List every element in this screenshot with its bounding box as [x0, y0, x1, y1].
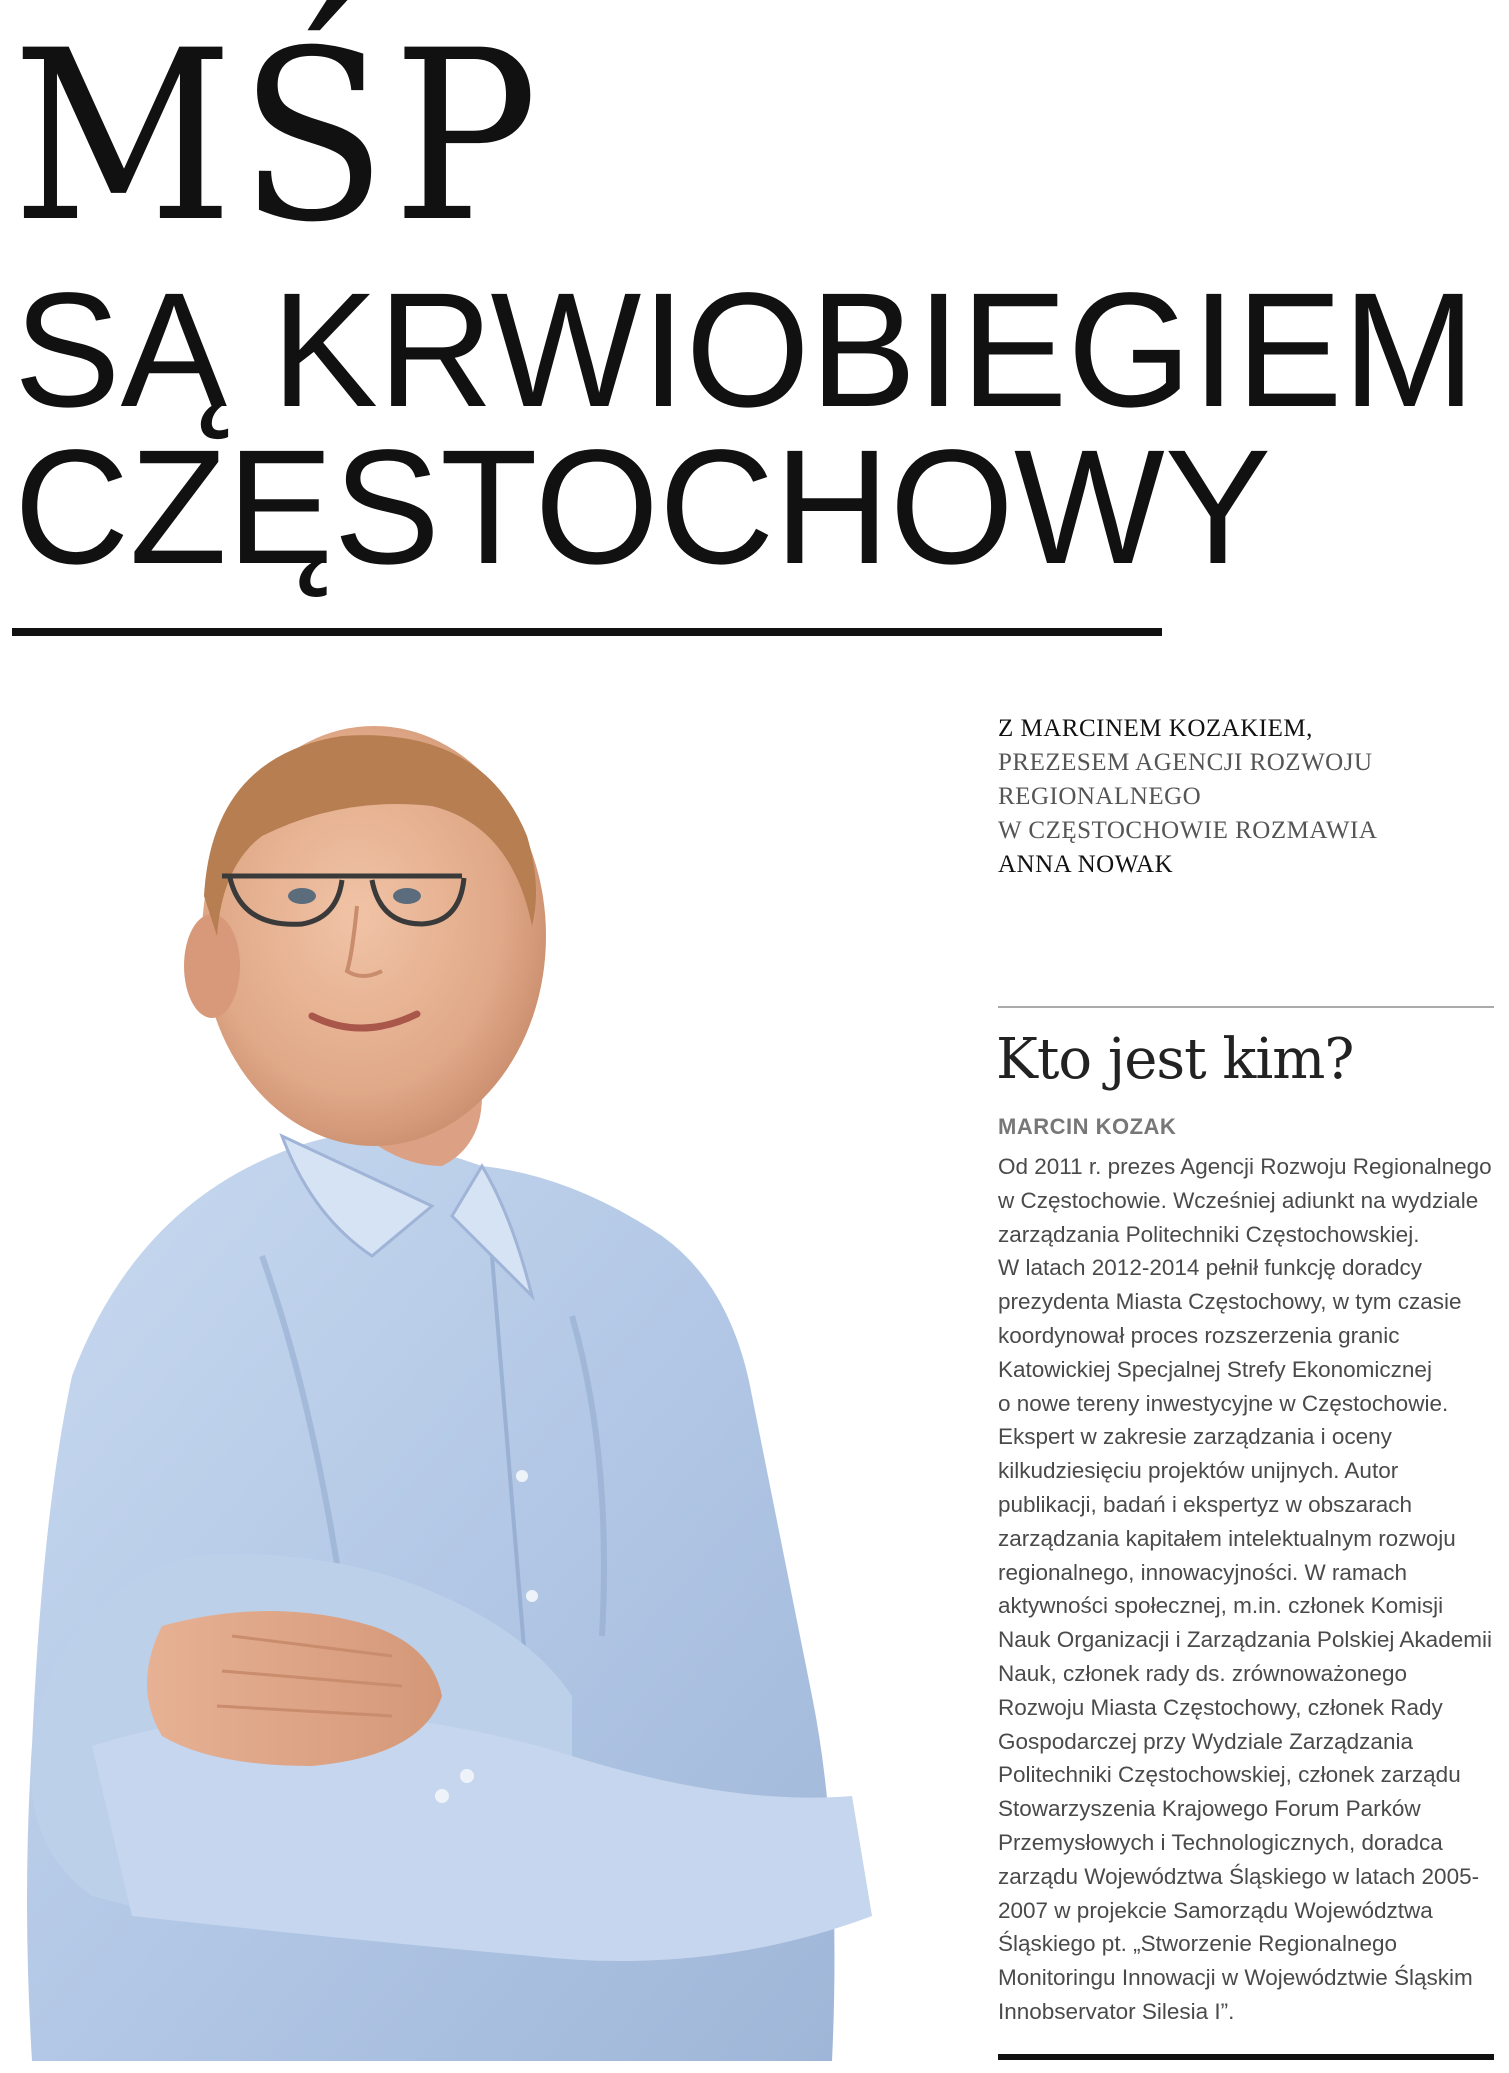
bio-line: Politechniki Częstochowskiej, członek zarządu [998, 1762, 1461, 1788]
bio-line: Ekspert w zakresie zarządzania i oceny [998, 1424, 1392, 1450]
bio-line: prezydenta Miasta Częstochowy, w tym czasie [998, 1289, 1462, 1315]
bio-line: Katowickiej Specjalnej Strefy Ekonomicznej [998, 1356, 1432, 1382]
byline-line: PREZESEM AGENCJI ROZWOJU [998, 749, 1373, 776]
headline-divider [12, 628, 1162, 636]
bio-line: Nauk Organizacji i Zarządzania Polskiej Akademii [998, 1627, 1492, 1653]
bio-line: Przemysłowych i Technologicznych, doradca [998, 1829, 1443, 1855]
sidebar-bottom-rule [998, 2054, 1494, 2060]
bio-line: Rozwoju Miasta Częstochowy, członek Rady [998, 1694, 1443, 1720]
headline-acronym: MŚP [12, 1, 544, 274]
bio-line: Monitoringu Innowacji w Województwie Śląskim [998, 1965, 1473, 1991]
byline-line: W CZĘSTOCHOWIE ROZMAWIA [998, 817, 1378, 844]
bio-line: 2007 w projekcie Samorządu Województwa [998, 1897, 1433, 1923]
bio-line: o nowe tereny inwestycyjne w Częstochowie. [998, 1390, 1449, 1416]
bio-line: Nauk, członek rady ds. zrównoważonego [998, 1660, 1407, 1686]
bio-line: zarządu Województwa Śląskiego w latach 2005- [998, 1863, 1480, 1889]
bio-line: publikacji, badań i ekspertyz w obszarach [998, 1491, 1412, 1517]
sidebar-top-rule [998, 1006, 1494, 1008]
bio-line: koordynował proces rozszerzenia granic [998, 1322, 1400, 1348]
bio-line: aktywności społecznej, m.in. członek Komisji [998, 1593, 1444, 1619]
bio-line: W latach 2012-2014 pełnił funkcję doradcy [998, 1255, 1423, 1281]
byline-line: ANNA NOWAK [998, 851, 1174, 878]
byline-line: Z MARCINEM KOZAKIEM, [998, 715, 1313, 742]
bio-line: w Częstochowie. Wcześniej adiunkt na wydziale [998, 1187, 1479, 1213]
byline-line: REGIONALNEGO [998, 783, 1202, 810]
headline-line-2: CZĘSTOCHOWY [14, 415, 1272, 598]
bio-line: Gospodarczej przy Wydziale Zarządzania [998, 1728, 1413, 1754]
bio-text [998, 1150, 1498, 2029]
portrait-photo [12, 696, 952, 2061]
sidebar-heading: Kto jest kim? [996, 1027, 1354, 1092]
interview-byline [998, 712, 1498, 882]
bio-line: Innobservator Silesia I”. [998, 1998, 1235, 2024]
bio-line: zarządzania Politechniki Częstochowskiej. [998, 1221, 1420, 1247]
bio-line: Od 2011 r. prezes Agencji Rozwoju Regionalnego [998, 1154, 1492, 1179]
bio-line: zarządzania kapitałem intelektualnym rozwoju [998, 1525, 1456, 1551]
bio-line: Śląskiego pt. „Stworzenie Regionalnego [998, 1931, 1397, 1957]
bio-name: MARCIN KOZAK [998, 1114, 1177, 1139]
bio-line: regionalnego, innowacyjności. W ramach [998, 1559, 1407, 1585]
bio-line: kilkudziesięciu projektów unijnych. Autor [998, 1458, 1399, 1484]
headline-line-1: SĄ KRWIOBIEGIEM [14, 258, 1476, 441]
bio-line: Stowarzyszenia Krajowego Forum Parków [998, 1796, 1421, 1822]
